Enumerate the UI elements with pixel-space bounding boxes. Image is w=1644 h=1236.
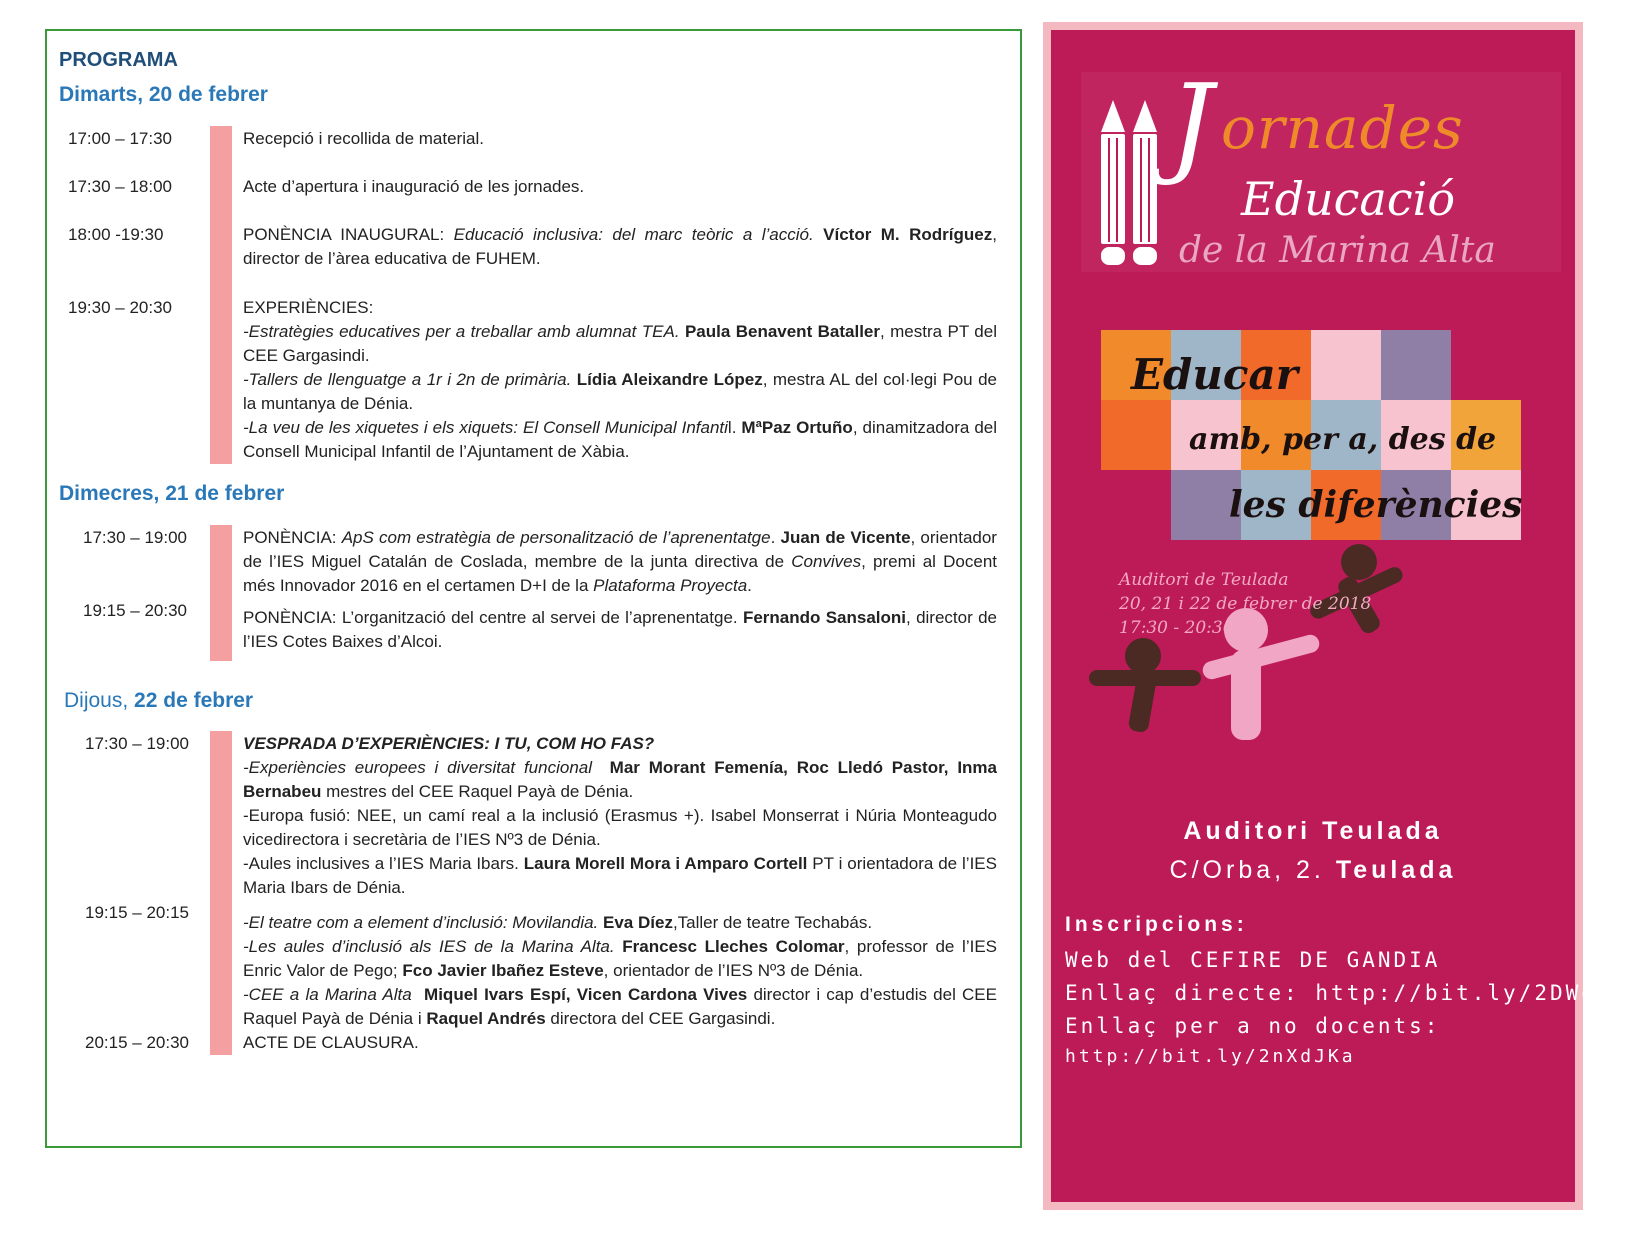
logo-educacio: Educació bbox=[1241, 172, 1456, 226]
time-slot: 19:30 – 20:30 bbox=[68, 298, 172, 317]
day-heading-3 bbox=[64, 689, 253, 713]
registration-nondocent-label: Enllaç per a no docents: bbox=[1065, 1014, 1441, 1038]
item-text: PONÈNCIA: L’organització del centre al servei de l’aprenentatge. Fernando Sansaloni, director de l’IES Cotes Baixes d’Alcoi. bbox=[243, 608, 997, 651]
program-box bbox=[45, 29, 1022, 1148]
nondocent-link[interactable]: http://bit.ly/2nXdJKa bbox=[1065, 1046, 1356, 1067]
side-panel bbox=[1043, 22, 1644, 1210]
poster-title-diferencies: les diferències bbox=[1229, 484, 1523, 526]
direct-link[interactable]: http://bit.ly/2DWdd9b bbox=[1315, 981, 1644, 1005]
venue-street: C/Orba, 2. bbox=[1169, 856, 1325, 884]
poster-title-amb: amb, per a, des de bbox=[1189, 422, 1497, 457]
time-slot: 19:15 – 20:30 bbox=[83, 601, 187, 620]
time-slot: 20:15 – 20:30 bbox=[85, 1033, 189, 1052]
timeline-bar bbox=[210, 126, 232, 464]
item-rest: , director de l’àrea educativa de FUHEM. bbox=[243, 225, 997, 268]
time-slot: 18:00 -19:30 bbox=[68, 225, 164, 244]
experience-entry: -Estratègies educatives per a treballar amb alumnat TEA. Paula Benavent Bataller, mestra PT del CEE Gargasindi. bbox=[243, 322, 997, 365]
registration-direct-link: Enllaç directe: http://bit.ly/2DWdd9b bbox=[1065, 981, 1644, 1005]
time-slot: 17:30 – 19:00 bbox=[83, 528, 187, 547]
logo-jornades: ornades bbox=[1221, 94, 1464, 162]
item-speaker: Víctor M. Rodríguez bbox=[823, 225, 993, 244]
day-weekday: Dijous, bbox=[64, 689, 129, 712]
poster-artwork bbox=[1081, 330, 1541, 764]
item-label: PONÈNCIA INAUGURAL: bbox=[243, 225, 445, 244]
poster-title-educar: Educar bbox=[1131, 350, 1298, 399]
program-heading: PROGRAMA bbox=[59, 49, 178, 71]
time-slot: 17:30 – 18:00 bbox=[68, 177, 172, 196]
time-slot: 17:30 – 19:00 bbox=[85, 734, 189, 753]
jornades-logo bbox=[1081, 60, 1561, 272]
experience-entry: -La veu de les xiquetes i els xiquets: El Consell Municipal Infantil. MªPaz Ortuño, dinamitzadora del Consell Municipal Infantil de l’Ajuntament de Xàbia. bbox=[243, 418, 998, 461]
day-heading-1 bbox=[59, 83, 268, 107]
item-text bbox=[243, 223, 997, 271]
item-text bbox=[243, 296, 997, 464]
poster-venue: Auditori de Teulada bbox=[1119, 570, 1289, 590]
item-text: -El teatre com a element d’inclusió: Movilandia. Eva Díez,Taller de teatre Techabás. -Les aules d’inclusió als IES de la Marina Alta. Francesc Lleches Colomar, professor de l’IES Enric Valor de Pego; Fco Javier Ibañez Esteve, orientador de l’IES Nº3 de Dénia. -CEE a la Marina Alta Miquel Ivars Espí, Vicen Cardona Vives director i cap d’estudis del CEE Raquel Payà de Dénia i Raquel Andrés directora del CEE Gargasindi. bbox=[243, 913, 997, 1028]
day-date: 21 de febrer bbox=[165, 482, 285, 505]
timeline-bar bbox=[210, 525, 232, 661]
item-text: VESPRADA D’EXPERIÈNCIES: I TU, COM HO FAS? -Experiències europees i diversitat funcional Mar Morant Femenía, Roc Lledó Pastor, Inma Bernabeu mestres del CEE Raquel Payà de Dénia. -Europa fusió: NEE, un camí real a la inclusió (Erasmus +). Isabel Monserrat i Núria Monteagudo vicedirectora i secretària de l’IES Nº3 de Dénia. -Aules inclusives a l’IES Maria Ibars. Laura Morell Mora i Amparo Cortell PT i orientadora de l’IES Maria Ibars de Dénia. bbox=[243, 734, 998, 897]
time-slot: 19:15 – 20:15 bbox=[85, 903, 189, 922]
item-label: EXPERIÈNCIES: bbox=[243, 298, 374, 317]
registration-label: Inscripcions: bbox=[1065, 913, 1248, 936]
day-date: 20 de febrer bbox=[148, 83, 268, 106]
day-weekday: Dimecres, bbox=[59, 482, 160, 505]
logo-marina-alta: de la Marina Alta bbox=[1179, 230, 1496, 271]
timeline-bar bbox=[210, 731, 232, 1055]
registration-web: Web del CEFIRE DE GANDIA bbox=[1065, 948, 1441, 972]
day-heading-2 bbox=[59, 482, 284, 506]
day-date: 22 de febrer bbox=[134, 689, 254, 712]
experience-entry: -Tallers de llenguatge a 1r i 2n de primària. Lídia Aleixandre López, mestra AL del col·legi Pou de la muntanya de Dénia. bbox=[243, 370, 997, 413]
venue-name: Auditori Teulada bbox=[1183, 817, 1443, 845]
item-text: Acte d’apertura i inauguració de les jornades. bbox=[243, 177, 585, 196]
item-title: Educació inclusiva: del marc teòric a l’acció. bbox=[453, 225, 814, 244]
time-slot: 17:00 – 17:30 bbox=[68, 129, 172, 148]
venue-address bbox=[1051, 856, 1575, 885]
item-text: PONÈNCIA: ApS com estratègia de personalització de l’aprenentatge. Juan de Vicente, orientador de l’IES Miguel Catalán de Coslada, membre de la junta directiva de Convives, premi al Docent més Innovador 2016 en el certamen D+I de la Plataforma Proyecta. bbox=[243, 528, 997, 595]
item-text: Recepció i recollida de material. bbox=[243, 129, 484, 148]
poster-dates: 20, 21 i 22 de febrer de 2018 bbox=[1119, 594, 1372, 614]
side-panel-inner bbox=[1051, 30, 1644, 1202]
day-weekday: Dimarts, bbox=[59, 83, 144, 106]
logo-letter-j: J bbox=[1169, 60, 1214, 188]
item-text: ACTE DE CLAUSURA. bbox=[243, 1033, 419, 1052]
venue-town: Teulada bbox=[1335, 856, 1457, 884]
poster-hours: 17:30 - 20:30 bbox=[1119, 618, 1234, 638]
